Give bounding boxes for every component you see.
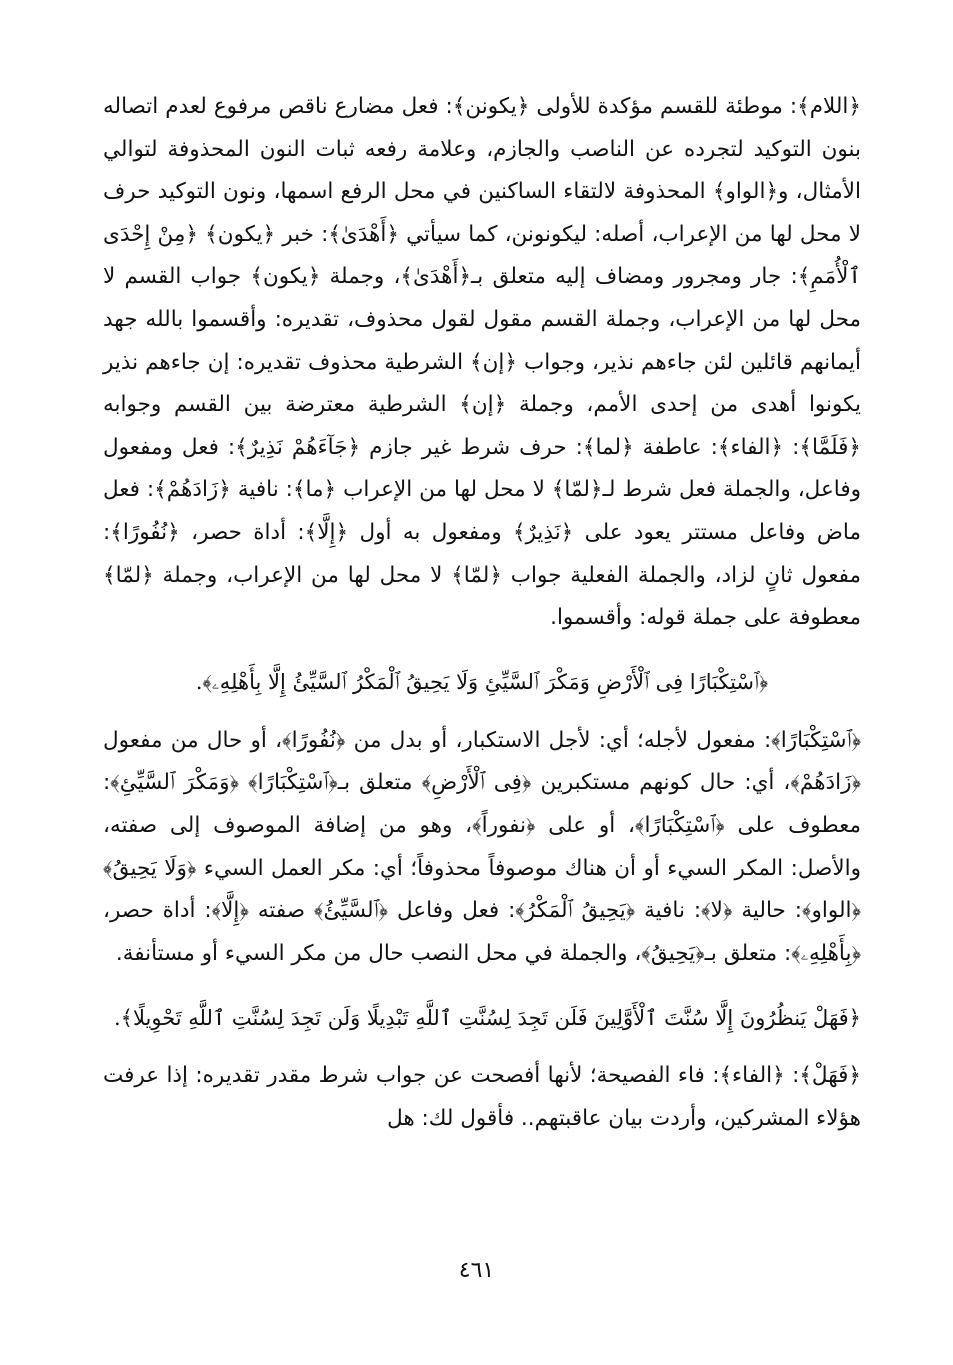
quran-verse-2: ﴿فَهَلْ يَنظُرُونَ إِلَّا سُنَّتَ ٱلْأَوَّلِينَ فَلَن تَجِدَ لِسُنَّتِ ٱللَّهِ تَبْدِيلًا وَلَن تَجِدَ لِسُنَّتِ ٱللَّهِ تَحْوِيلًا﴾. [114,1006,861,1031]
body-paragraph-2: ﴿ٱسْتِكْبَارًا﴾: مفعول لأجله؛ أي: لأجل الاستكبار، أو بدل من ﴿نُفُورًا﴾، أو حال من مفعول ﴿زَادَهُمْ﴾، أي: حال كونهم مستكبرين ﴿فِى ٱلْأَرْضِ﴾ متعلق بـ﴿ٱسْتِكْبَارًا﴾ ﴿وَمَكْرَ ٱلسَّيِّئِ﴾: معطوف على ﴿ٱسْتِكْبَارًا﴾، أو على ﴿نفوراً﴾، وهو من إضافة الموصوف إلى صفته، والأصل: المكر السيء أو أن هناك موصوفاً محذوفاً؛ أي: مكر العمل السيء ﴿وَلَا يَحِيقُ﴾ ﴿الواو﴾: حالية ﴿لا﴾: نافية ﴿يَحِيقُ ٱلْمَكْرُ﴾: فعل وفاعل ﴿ٱلسَّيِّئُ﴾ صفته ﴿إِلَّا﴾: أداة حصر، ﴿بِأَهْلِهِۦ﴾: متعلق بـ﴿يَحِيقُ﴾، والجملة في محل النصب حال من مكر السيء أو مستأنفة. [103,727,861,966]
body-paragraph-1: ﴿اللام﴾: موطئة للقسم مؤكدة للأولى ﴿يكونن﴾: فعل مضارع ناقص مرفوع لعدم اتصاله بنون التوكيد لتجرده عن الناصب والجازم، وعلامة رفعه ثبات النون المحذوفة لتوالي الأمثال، و﴿الواو﴾ المحذوفة لالتقاء الساكنين في محل الرفع اسمها، ونون التوكيد حرف لا محل لها من الإعراب، أصله: ليكونونن، كما سيأتي ﴿أَهْدَىٰ﴾: خبر ﴿يكون﴾ ﴿مِنْ إِحْدَى ٱلْأُمَمِ﴾: جار ومجرور ومضاف إليه متعلق بـ﴿أَهْدَىٰ﴾، وجملة ﴿يكون﴾ جواب القسم لا محل لها من الإعراب، وجملة القسم مقول لقول محذوف، تقديره: وأقسموا بالله جهد أيمانهم قائلين لئن جاءهم نذير، وجواب ﴿إن﴾ الشرطية محذوف تقديره: إن جاءهم نذير يكونوا أهدى من إحدى الأمم، وجملة ﴿إن﴾ الشرطية معترضة بين القسم وجوابه ﴿فَلَمَّا﴾: ﴿الفاء﴾: عاطفة ﴿لما﴾: حرف شرط غير جازم ﴿جَآءَهُمْ نَذِيرٌ﴾: فعل ومفعول وفاعل، والجملة فعل شرط لـ﴿لمّا﴾ لا محل لها من الإعراب ﴿ما﴾: نافية ﴿زَادَهُمْ﴾: فعل ماض وفاعل مستتر يعود على ﴿نَذِيرٌ﴾ ومفعول به أول ﴿إِلَّا﴾: أداة حصر، ﴿نُفُورًا﴾: مفعول ثانٍ لزاد، والجملة الفعلية جواب ﴿لمّا﴾ لا محل لها من الإعراب، وجملة ﴿لمّا﴾ معطوفة على جملة قوله: وأقسموا. [103,94,861,631]
quran-verse-1: ﴿ٱسْتِكْبَارًا فِى ٱلْأَرْضِ وَمَكْرَ ٱلسَّيِّئِ وَلَا يَحِيقُ ٱلْمَكْرُ ٱلسَّيِّئُ إِلَّا بِأَهْلِهِۦ﴾. [195,669,769,694]
page-number: ٤٦١ [458,1258,495,1283]
body-paragraph-3: ﴿فَهَلْ﴾: ﴿الفاء﴾: فاء الفصيحة؛ لأنها أفصحت عن جواب شرط مقدر تقديره: إذا عرفت هؤلاء المشركين، وأردت بيان عاقبتهم.. فأقول لك: هل [103,1063,861,1131]
